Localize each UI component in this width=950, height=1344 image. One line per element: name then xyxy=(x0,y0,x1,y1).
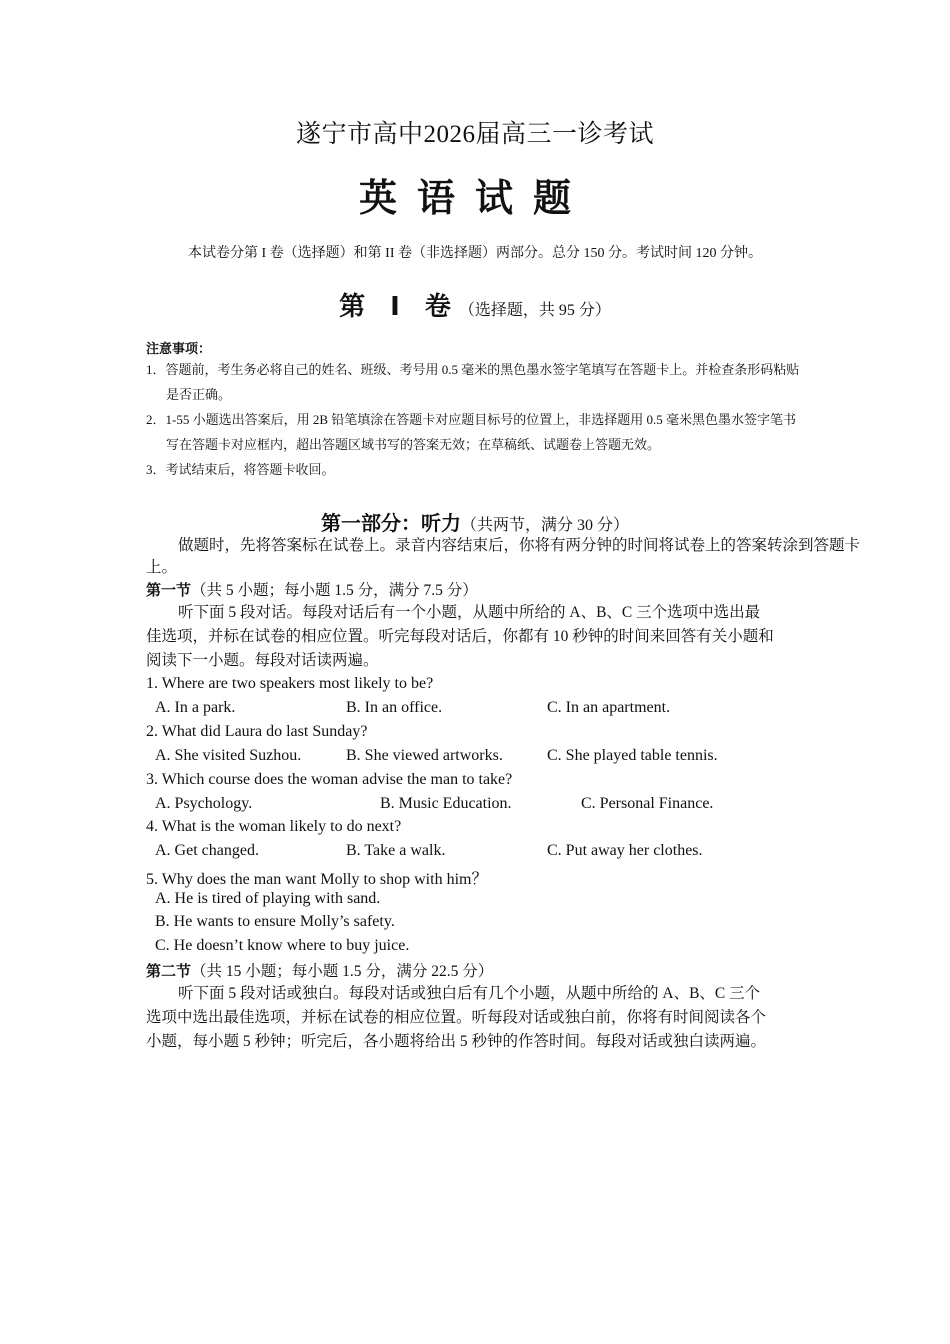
question-1-stem: 1. Where are two speakers most likely to be? xyxy=(146,675,434,692)
question-3-option-b: B. Music Education. xyxy=(380,795,512,812)
question-1-option-a: A. In a park. xyxy=(155,699,236,716)
question-2-stem: 2. What did Laura do last Sunday? xyxy=(146,723,368,740)
note-1-line-1: 1．答题前，考生务必将自己的姓名、班级、考号用 0.5 毫米的黑色墨水签字笔填写在答题卡上。并检查条形码粘贴 xyxy=(146,362,800,377)
note-2-line-2: 写在答题卡对应框内，超出答题区域书写的答案无效；在草稿纸、试题卷上答题无效。 xyxy=(166,437,661,452)
volume-title-sub: （选择题，共 95 分） xyxy=(458,302,611,319)
question-5-option-b: B. He wants to ensure Molly’s safety. xyxy=(155,913,395,930)
notes-heading: 注意事项： xyxy=(146,342,212,357)
part1-instruction-line-2: 上。 xyxy=(146,559,178,576)
section2-instruction-line-2: 选项中选出最佳选项，并标在试卷的相应位置。听每段对话或独白前，你将有时间阅读各个 xyxy=(146,1009,767,1026)
note-1-line-2: 是否正确。 xyxy=(166,387,232,402)
section2-instruction-line-1: 听下面 5 段对话或独白。每段对话或独白后有几个小题，从题中所给的 A、B、C 三个 xyxy=(178,985,761,1002)
question-4-option-a: A. Get changed. xyxy=(155,842,259,859)
question-5-stem: 5. Why does the man want Molly to shop with him？ xyxy=(146,871,488,888)
question-5-option-c: C. He doesn’t know where to buy juice. xyxy=(155,937,410,954)
section1-instruction-line-2: 佳选项，并标在试卷的相应位置。听完每段对话后，你都有 10 秒钟的时间来回答有关小题和 xyxy=(146,628,774,645)
volume-title-main: 第 Ⅰ 卷 xyxy=(339,292,459,322)
note-3: 3．考试结束后，将答题卡收回。 xyxy=(146,462,335,477)
note-2-line-1: 2．1-55 小题选出答案后，用 2B 铅笔填涂在答题卡对应题目标号的位置上，非选择题用 0.5 毫米黑色墨水签字笔书 xyxy=(146,412,797,427)
part1-title-sub: （共两节，满分 30 分） xyxy=(460,517,629,534)
question-3-option-c: C. Personal Finance. xyxy=(581,795,714,812)
question-1-option-b: B. In an office. xyxy=(346,699,443,716)
section2-label: 第二节 xyxy=(146,962,192,980)
question-3-option-a: A. Psychology. xyxy=(155,795,253,812)
section2-info: （共 15 小题；每小题 1.5 分，满分 22.5 分） xyxy=(191,963,494,980)
question-5-option-a: A. He is tired of playing with sand. xyxy=(155,890,381,907)
question-4-option-c: C. Put away her clothes. xyxy=(547,842,703,859)
volume-title xyxy=(0,286,950,323)
part1-instruction-line-1: 做题时，先将答案标在试卷上。录音内容结束后，你将有两分钟的时间将试卷上的答案转涂到答题卡 xyxy=(178,537,861,554)
section1-label: 第一节 xyxy=(146,581,192,599)
part1-title xyxy=(0,507,950,536)
question-2-option-c: C. She played table tennis. xyxy=(547,747,718,764)
question-4-option-b: B. Take a walk. xyxy=(346,842,446,859)
section2-instruction-line-3: 小题，每小题 5 秒钟；听完后，各小题将给出 5 秒钟的作答时间。每段对话或独白读两遍。 xyxy=(146,1033,767,1050)
exam-title: 遂宁市高中2026届高三一诊考试 xyxy=(295,121,654,148)
section1-info: （共 5 小题；每小题 1.5 分，满分 7.5 分） xyxy=(191,582,478,599)
question-4-stem: 4. What is the woman likely to do next? xyxy=(146,818,402,835)
subject-title: 英语试题 xyxy=(358,176,591,220)
exam-intro: 本试卷分第 I 卷（选择题）和第 II 卷（非选择题）两部分。总分 150 分。考试时间 120 分钟。 xyxy=(188,246,762,261)
section2-heading xyxy=(146,959,493,981)
question-1-option-c: C. In an apartment. xyxy=(547,699,671,716)
question-2-option-b: B. She viewed artworks. xyxy=(346,747,503,764)
question-3-stem: 3. Which course does the woman advise the man to take? xyxy=(146,771,513,788)
section1-instruction-line-1: 听下面 5 段对话。每段对话后有一个小题，从题中所给的 A、B、C 三个选项中选出最 xyxy=(178,604,761,621)
section1-heading xyxy=(146,578,478,600)
part1-title-main: 第一部分：听力 xyxy=(320,511,461,535)
section1-instruction-line-3: 阅读下一小题。每段对话读两遍。 xyxy=(146,652,379,669)
question-2-option-a: A. She visited Suzhou. xyxy=(155,747,302,764)
